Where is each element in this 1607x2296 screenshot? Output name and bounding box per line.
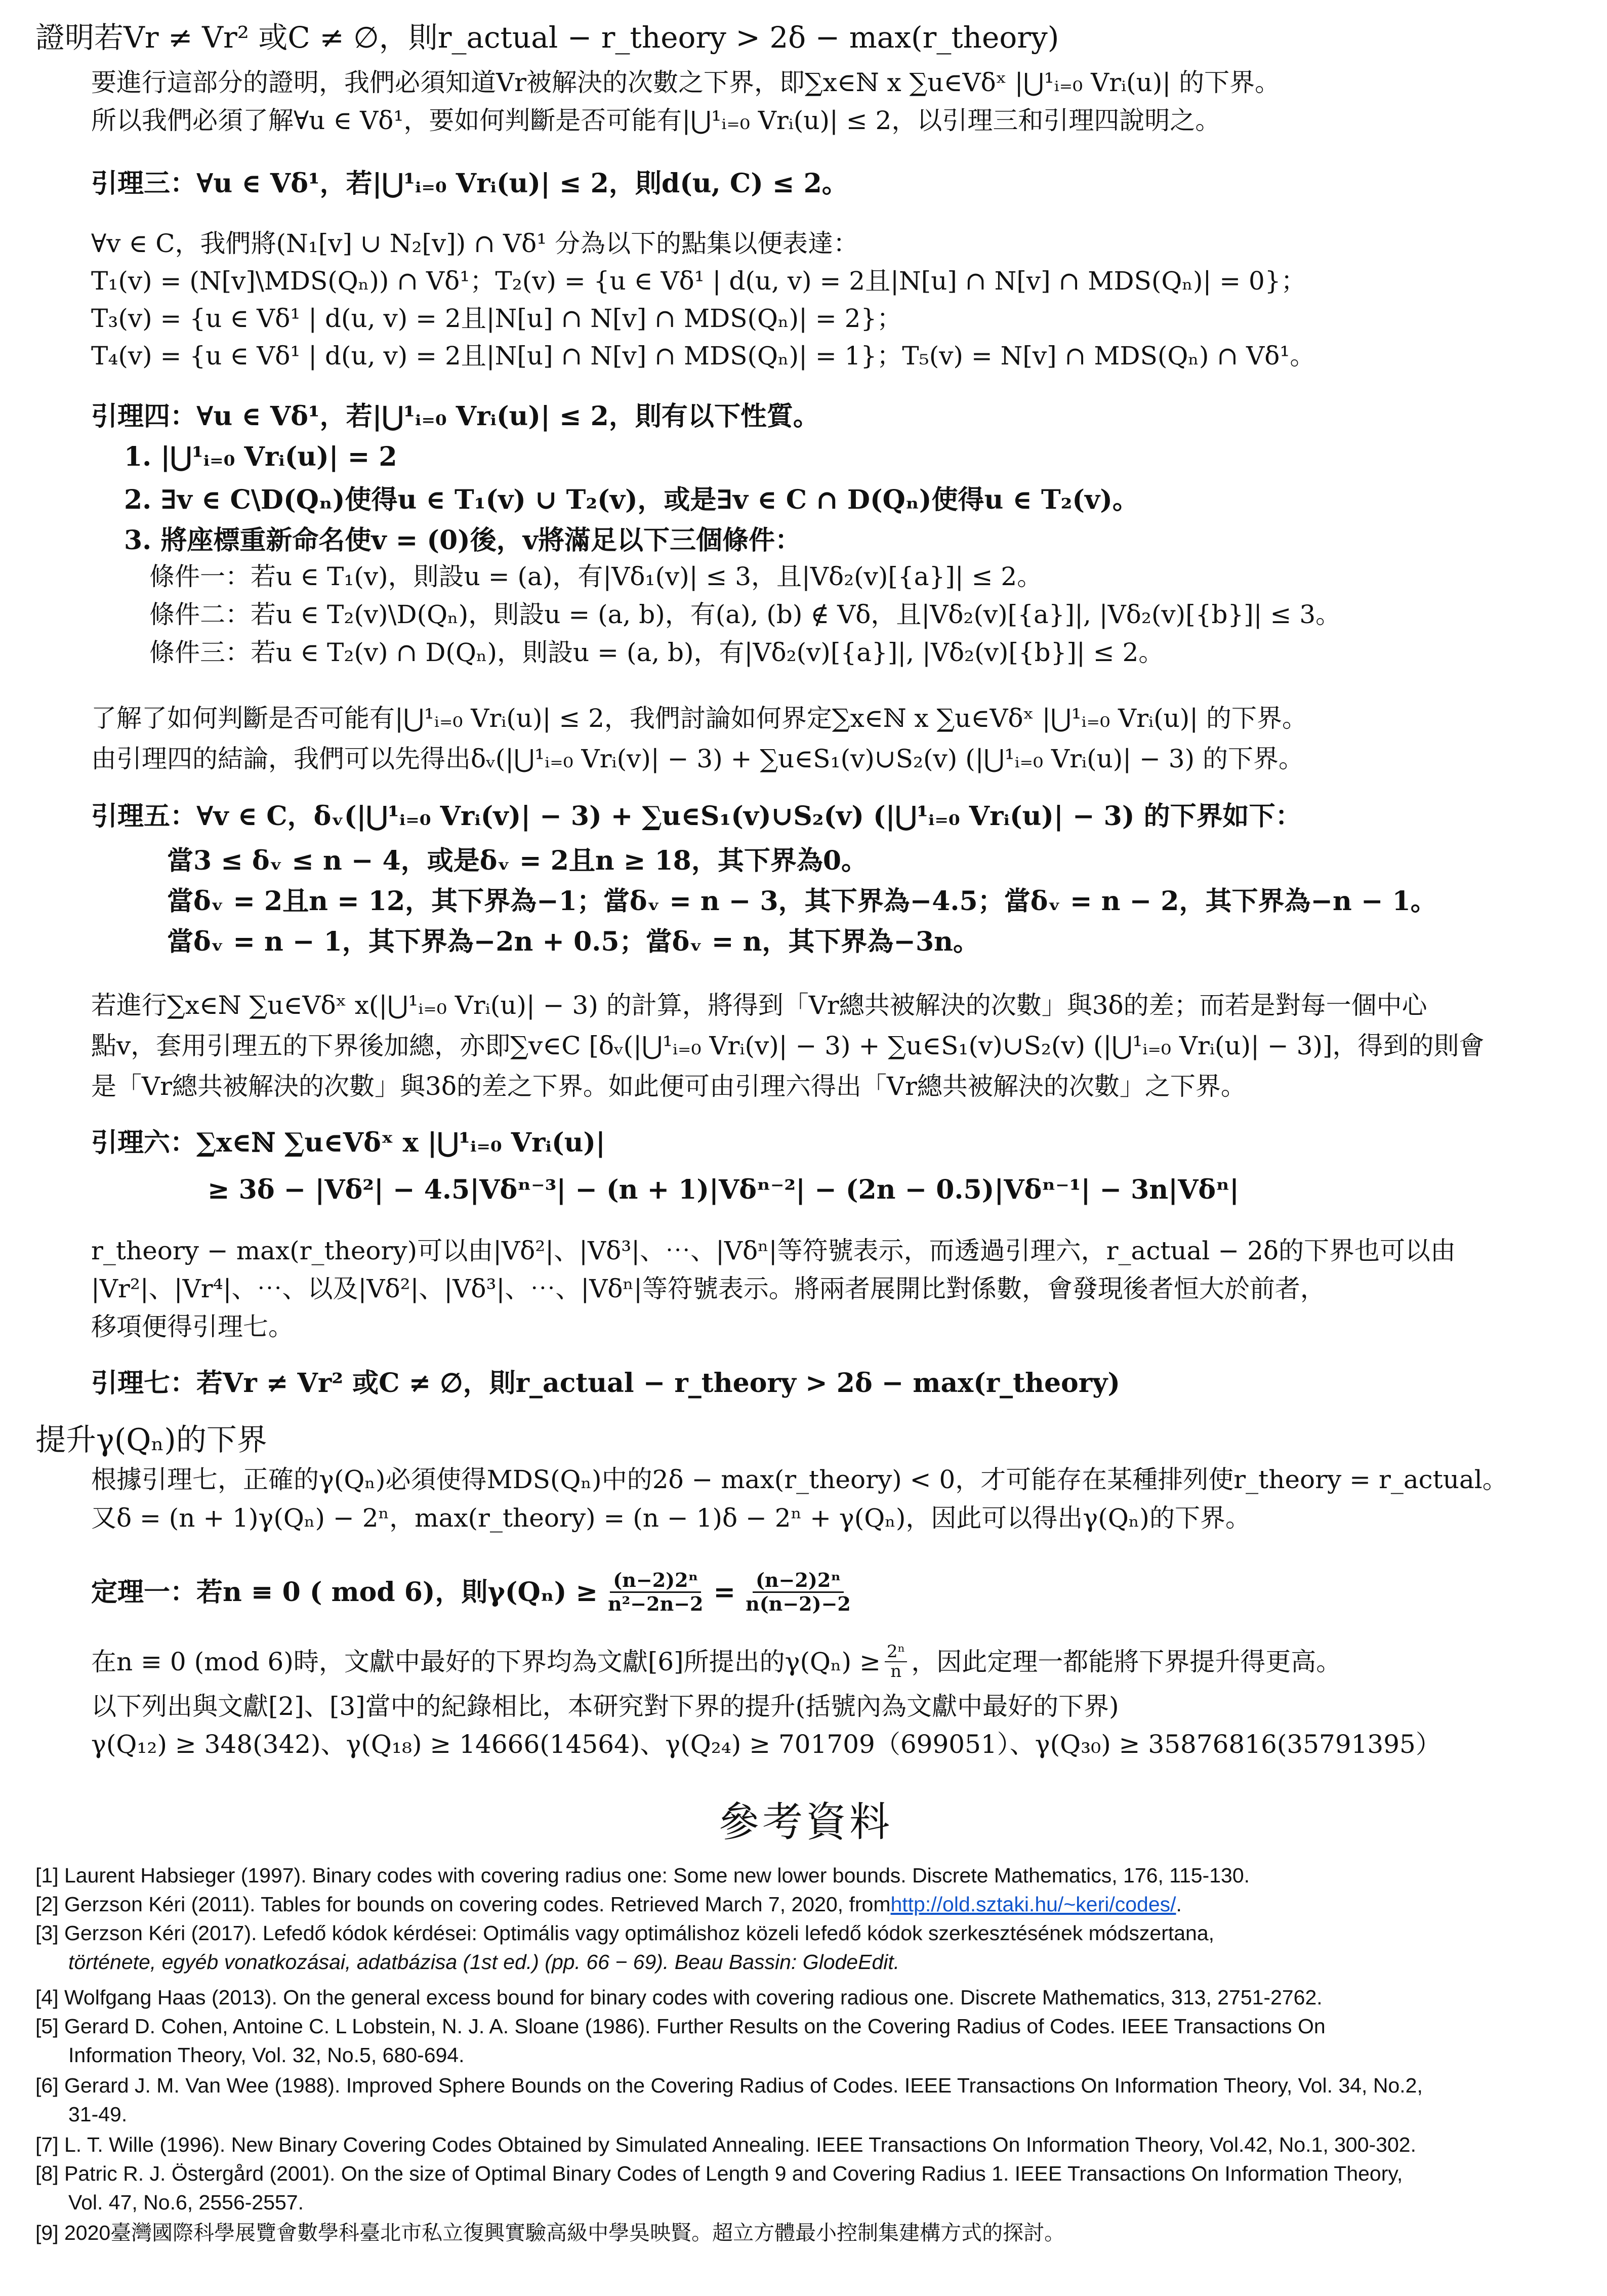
reference-6-line-1: [6] Gerard J. M. Van Wee (1988). Improved Sphere Bounds on the Covering Radius of Codes. IEEE Transactions On Information Theory, Vol. 34, No.2, [35, 2074, 1423, 2097]
lemma-4-item-2: 2. ∃v ∈ C\D(Qₙ)使得u ∈ T₁(v) ∪ T₂(v)，或是∃v ∈ C ∩ D(Qₙ)使得u ∈ T₂(v)。 [124, 484, 1139, 515]
condition-1: 條件一：若u ∈ T₁(v)，則設u = (a)，有|Vδ₁(v)| ≤ 3，且|Vδ₂(v)[{a}]| ≤ 2。 [149, 562, 1043, 591]
reference-2-link[interactable]: http://old.sztaki.hu/~keri/codes/ [890, 1893, 1176, 1916]
fraction-2-denominator: n(n−2)−2 [746, 1592, 851, 1615]
after-theorem-text-b: ，因此定理一都能將下界提升得更高。 [911, 1647, 1342, 1677]
fraction-1-denominator: n²−2n−2 [608, 1592, 704, 1615]
reference-4: [4] Wolfgang Haas (2013). On the general excess bound for binary codes with covering radious one. Discrete Mathematics, 313, 2751-2762. [35, 1986, 1323, 2009]
fraction-2-numerator: (n−2)2ⁿ [753, 1569, 844, 1593]
section2-line-1: 根據引理七，正確的γ(Qₙ)必須使得MDS(Qₙ)中的2δ − max(r_theory) < 0，才可能存在某種排列使r_theory = r_actual。 [91, 1465, 1508, 1494]
calc-line-1: 若進行∑x∈ℕ ∑u∈Vδˣ x(|⋃¹ᵢ₌₀ Vrᵢ(u)| − 3) 的計算，將得到「Vr總共被解決的次數」與3δ的差；而若是對每一個中心 [91, 991, 1427, 1020]
reference-9: [9] 2020臺灣國際科學展覽會數學科臺北市私立復興實驗高級中學吳映賢。超立方體最小控制集建構方式的探討。 [35, 2221, 1065, 2244]
after-fraction-numerator: 2ⁿ [885, 1643, 907, 1662]
theorem-1-fraction-2 [743, 1569, 854, 1615]
improvement-results: γ(Q₁₂) ≥ 348(342)、γ(Q₁₈) ≥ 14666(14564)、γ(Q₂₄) ≥ 701709（699051）、γ(Q₃₀) ≥ 35876816(35791395） [91, 1730, 1441, 1759]
section2-line-2: 又δ = (n + 1)γ(Qₙ) − 2ⁿ，max(r_theory) = (n − 1)δ − 2ⁿ + γ(Qₙ)，因此可以得出γ(Qₙ)的下界。 [91, 1503, 1251, 1533]
after-theorem-text-a: 在n ≡ 0 (mod 6)時，文獻中最好的下界均為文獻[6]所提出的γ(Qₙ) ≥ [91, 1647, 881, 1677]
lemma-7: 引理七：若Vr ≠ Vr² 或C ≠ ∅，則r_actual − r_theory > 2δ − max(r_theory) [91, 1368, 1120, 1399]
lemma-5-case-2: 當δᵥ = 2且n = 12，其下界為−1；當δᵥ = n − 3，其下界為−4.5；當δᵥ = n − 2，其下界為−n − 1。 [167, 886, 1437, 917]
condition-3: 條件三：若u ∈ T₂(v) ∩ D(Qₙ)，則設u = (a, b)，有|Vδ₂(v)[{a}]|, |Vδ₂(v)[{b}]| ≤ 2。 [149, 638, 1164, 667]
after-theorem-fraction [885, 1643, 907, 1682]
reference-8-line-2: Vol. 47, No.6, 2556-2557. [68, 2191, 304, 2214]
lemma-5-title: 引理五：∀v ∈ C，δᵥ(|⋃¹ᵢ₌₀ Vrᵢ(v)| − 3) + ∑u∈S₁(v)∪S₂(v) (|⋃¹ᵢ₌₀ Vrᵢ(u)| − 3) 的下界如下： [91, 801, 1302, 832]
lemma-4-item-1: 1. |⋃¹ᵢ₌₀ Vrᵢ(u)| = 2 [124, 441, 397, 472]
compare-line-1: r_theory − max(r_theory)可以由|Vδ²|、|Vδ³|、⋯、|Vδⁿ|等符號表示，而透過引理六，r_actual − 2δ的下界也可以由 [91, 1236, 1456, 1265]
discussion-line-2: 由引理四的結論，我們可以先得出δᵥ(|⋃¹ᵢ₌₀ Vrᵢ(v)| − 3) + ∑u∈S₁(v)∪S₂(v) (|⋃¹ᵢ₌₀ Vrᵢ(u)| − 3) 的下界。 [91, 744, 1304, 773]
reference-7: [7] L. T. Wille (1996). New Binary Covering Codes Obtained by Simulated Annealing. IEEE Transactions On Information Theory, Vol.42, No.1, 300-302. [35, 2133, 1416, 2156]
reference-8-line-1: [8] Patric R. J. Östergård (2001). On the size of Optimal Binary Codes of Length 9 and Covering Radius 1. IEEE Transactions On Information Theory, [35, 2162, 1403, 2185]
reference-2 [35, 1892, 1182, 1917]
reference-3-line-1: [3] Gerzson Kéri (2017). Lefedő kódok kérdései: Optimális vagy optimálishoz közeli lefedő kódok szerkesztésének módszertana, [35, 1921, 1215, 1945]
reference-5-line-2: Information Theory, Vol. 32, No.5, 680-694. [68, 2043, 465, 2067]
reference-2-end: . [1176, 1893, 1182, 1916]
reference-2-text: [2] Gerzson Kéri (2011). Tables for bounds on covering codes. Retrieved March 7, 2020, from [35, 1893, 891, 1916]
reference-1: [1] Laurent Habsieger (1997). Binary codes with covering radius one: Some new lower bounds. Discrete Mathematics, 176, 115-130. [35, 1864, 1250, 1887]
lemma-4-item-3: 3. 將座標重新命名使v = (0)後，v將滿足以下三個條件： [124, 525, 801, 556]
reference-6-line-2: 31-49. [68, 2103, 128, 2126]
references-title: 參考資料 [719, 1798, 893, 1846]
lemma-5-case-1: 當3 ≤ δᵥ ≤ n − 4，或是δᵥ = 2且n ≥ 18，其下界為0。 [167, 845, 868, 876]
lemma-3: 引理三：∀u ∈ Vδ¹，若|⋃¹ᵢ₌₀ Vrᵢ(u)| ≤ 2，則d(u, C) ≤ 2。 [91, 168, 848, 199]
theorem-1-prefix: 定理一：若n ≡ 0 ( mod 6)，則γ(Qₙ) ≥ [91, 1576, 598, 1608]
calc-line-2: 點v，套用引理五的下界後加總，亦即∑v∈C [δᵥ(|⋃¹ᵢ₌₀ Vrᵢ(v)| − 3) + ∑u∈S₁(v)∪S₂(v) (|⋃¹ᵢ₌₀ Vrᵢ(u)| − 3)]，得到的則會 [91, 1031, 1485, 1060]
condition-2: 條件二：若u ∈ T₂(v)\D(Qₙ)，則設u = (a, b)，有(a), (b) ∉ Vδ，且|Vδ₂(v)[{a}]|, |Vδ₂(v)[{b}]| ≤ 3。 [149, 600, 1341, 629]
set-t1-t2: T₁(v) = (N[v]\MDS(Qₙ)) ∩ Vδ¹；T₂(v) = {u ∈ Vδ¹ | d(u, v) = 2且|N[u] ∩ N[v] ∩ MDS(Qₙ)| = 0}； [91, 266, 1306, 296]
lemma-5-case-3: 當δᵥ = n − 1，其下界為−2n + 0.5；當δᵥ = n，其下界為−3n。 [167, 926, 979, 957]
reference-5-line-1: [5] Gerard D. Cohen, Antoine C. L Lobstein, N. J. A. Sloane (1986). Further Results on the Covering Radius of Codes. IEEE Transactions On [35, 2015, 1326, 2038]
theorem-1 [91, 1569, 854, 1615]
proof-heading: 證明若Vr ≠ Vr² 或C ≠ ∅，則r_actual − r_theory > 2δ − max(r_theory) [35, 20, 1059, 55]
after-fraction-denominator: n [890, 1661, 902, 1682]
section-title-lower-bound: 提升γ(Qₙ)的下界 [35, 1422, 267, 1458]
lemma-6-line-2: ≥ 3δ − |Vδ²| − 4.5|Vδⁿ⁻³| − (n + 1)|Vδⁿ⁻²| − (2n − 0.5)|Vδⁿ⁻¹| − 3n|Vδⁿ| [208, 1174, 1240, 1205]
lemma-6-line-1: 引理六：∑x∈ℕ ∑u∈Vδˣ x |⋃¹ᵢ₌₀ Vrᵢ(u)| [91, 1127, 605, 1158]
fraction-1-numerator: (n−2)2ⁿ [610, 1569, 701, 1593]
compare-line-3: 移項便得引理七。 [91, 1312, 294, 1341]
theorem-1-fraction-1 [605, 1569, 706, 1615]
after-theorem-line [91, 1643, 1341, 1682]
sets-intro: ∀v ∈ C，我們將(N₁[v] ∪ N₂[v]) ∩ Vδ¹ 分為以下的點集以便表達： [91, 229, 859, 258]
reference-3-line-2: története, egyéb vonatkozásai, adatbázisa (1st ed.) (pp. 66 − 69). Beau Bassin: GlodeEdit. [68, 1950, 900, 1974]
equals-sign: = [713, 1576, 736, 1608]
calc-line-3: 是「Vr總共被解決的次數」與3δ的差之下界。如此便可由引理六得出「Vr總共被解決的次數」之下界。 [91, 1072, 1246, 1101]
lemma-4-title: 引理四：∀u ∈ Vδ¹，若|⋃¹ᵢ₌₀ Vrᵢ(u)| ≤ 2，則有以下性質。 [91, 401, 819, 432]
improvement-intro: 以下列出與文獻[2]、[3]當中的紀錄相比，本研究對下界的提升(括號內為文獻中最好的下界) [91, 1692, 1119, 1721]
discussion-line-1: 了解了如何判斷是否可能有|⋃¹ᵢ₌₀ Vrᵢ(u)| ≤ 2，我們討論如何界定∑x∈ℕ x ∑u∈Vδˣ |⋃¹ᵢ₌₀ Vrᵢ(u)| 的下界。 [91, 704, 1308, 733]
intro-line-1: 要進行這部分的證明，我們必須知道Vr被解決的次數之下界，即∑x∈ℕ x ∑u∈Vδˣ |⋃¹ᵢ₌₀ Vrᵢ(u)| 的下界。 [91, 68, 1281, 97]
compare-line-2: |Vr²|、|Vr⁴|、⋯、以及|Vδ²|、|Vδ³|、⋯、|Vδⁿ|等符號表示。將兩者展開比對係數，會發現後者恒大於前者， [91, 1274, 1326, 1303]
set-t3: T₃(v) = {u ∈ Vδ¹ | d(u, v) = 2且|N[u] ∩ N[v] ∩ MDS(Qₙ)| = 2}； [91, 304, 902, 333]
intro-line-2: 所以我們必須了解∀u ∈ Vδ¹，要如何判斷是否可能有|⋃¹ᵢ₌₀ Vrᵢ(u)| ≤ 2，以引理三和引理四說明之。 [91, 106, 1221, 135]
set-t4-t5: T₄(v) = {u ∈ Vδ¹ | d(u, v) = 2且|N[u] ∩ N[v] ∩ MDS(Qₙ)| = 1}；T₅(v) = N[v] ∩ MDS(Qₙ) ∩ Vδ¹。 [91, 341, 1315, 371]
